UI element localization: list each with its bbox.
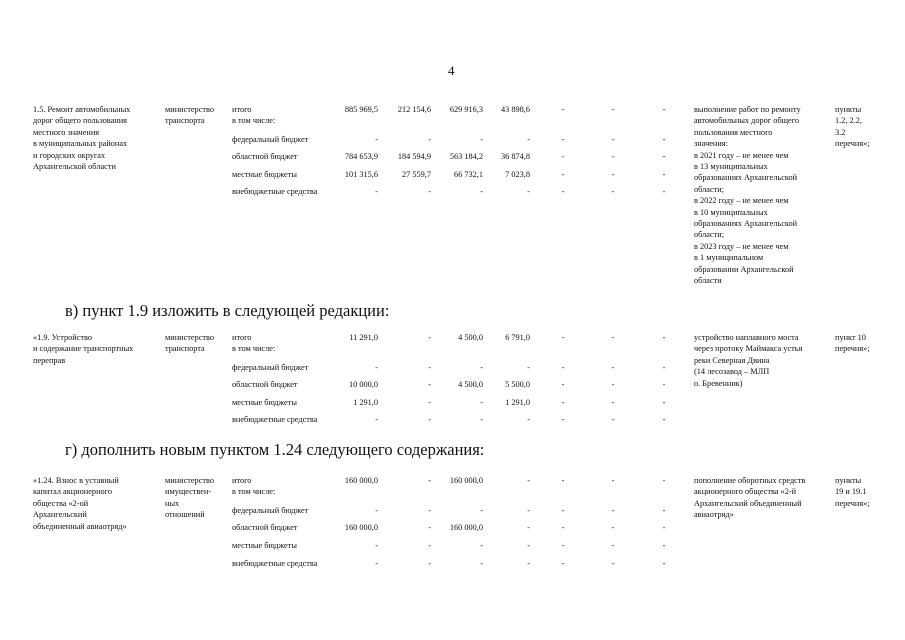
reference-line: перечня»; xyxy=(835,139,870,149)
funding-source: внебюджетные средства xyxy=(232,559,318,568)
funding-value: - xyxy=(428,506,431,515)
funding-value: - xyxy=(611,541,615,550)
funding-value: 4 500,0 xyxy=(458,333,483,342)
funding-value: - xyxy=(375,559,378,568)
funding-source: внебюджетные средства xyxy=(232,415,318,424)
funding-value: - xyxy=(527,476,530,485)
funding-value: - xyxy=(611,380,615,389)
funding-value: - xyxy=(561,398,565,407)
funding-value: - xyxy=(480,415,483,424)
result-line: (14 лесозавод – МЛП xyxy=(694,367,770,377)
funding-value: 184 594,9 xyxy=(397,152,431,161)
funding-value: - xyxy=(662,398,666,407)
executor-line: министерство xyxy=(165,476,215,485)
funding-value: 1 291,0 xyxy=(353,398,378,407)
funding-value: - xyxy=(611,476,615,485)
funding-value: - xyxy=(375,415,378,424)
funding-value: 101 315,6 xyxy=(344,170,378,179)
result-line: пользования местного xyxy=(694,127,773,137)
funding-value: - xyxy=(428,363,431,372)
funding-value: - xyxy=(480,559,483,568)
funding-value: - xyxy=(611,506,615,515)
funding-value: - xyxy=(662,559,666,568)
result-line: в 1 муниципальном xyxy=(694,253,764,263)
funding-value: - xyxy=(611,363,615,372)
result-line: области; xyxy=(694,230,725,240)
reference-line: 1.2, 2.2, xyxy=(835,116,862,126)
page-number: 4 xyxy=(448,63,455,78)
result-line: образовании Архангельской xyxy=(694,264,794,274)
funding-value: - xyxy=(662,135,666,144)
funding-value: - xyxy=(527,523,530,532)
funding-value: - xyxy=(375,506,378,515)
funding-value: 11 291,0 xyxy=(349,333,378,342)
funding-value: - xyxy=(428,135,431,144)
funding-value: - xyxy=(561,506,565,515)
funding-value: - xyxy=(662,187,666,196)
result-line: реки Северная Двина xyxy=(694,355,770,365)
measure-name-line: и городских округах xyxy=(33,150,106,160)
funding-value: 784 653,9 xyxy=(344,152,378,161)
funding-source: местные бюджеты xyxy=(232,398,297,407)
result-line: в 10 муниципальных xyxy=(694,207,768,217)
funding-value: - xyxy=(611,523,615,532)
funding-value: 212 154,6 xyxy=(397,105,431,114)
reference-line: 3.2 xyxy=(835,127,846,137)
funding-value: 5 500,0 xyxy=(505,380,530,389)
result-line: в 2022 году – не менее чем xyxy=(694,196,789,206)
funding-value: - xyxy=(527,363,530,372)
funding-value: 6 791,0 xyxy=(505,333,530,342)
executor-line: министерство xyxy=(165,333,215,342)
funding-value: - xyxy=(480,506,483,515)
funding-source: федеральный бюджет xyxy=(232,363,309,372)
result-line: в 2021 году – не менее чем xyxy=(694,150,789,160)
result-line: автомобильных дорог общего xyxy=(694,116,800,126)
funding-value: - xyxy=(480,398,483,407)
result-line: о. Бревенник) xyxy=(694,378,743,388)
funding-value: - xyxy=(375,541,378,550)
result-line: Архангельский объединенный xyxy=(694,498,802,508)
funding-value: - xyxy=(662,170,666,179)
funding-value: - xyxy=(375,363,378,372)
funding-value: - xyxy=(428,187,431,196)
funding-source: федеральный бюджет xyxy=(232,506,309,515)
funding-value: 27 559,7 xyxy=(401,170,431,179)
funding-value: - xyxy=(611,152,615,161)
funding-value: - xyxy=(561,541,565,550)
result-line: авиаотряд» xyxy=(694,510,734,520)
measure-name-line: Архангельской области xyxy=(33,162,116,171)
funding-value: - xyxy=(561,363,565,372)
funding-value: - xyxy=(561,152,565,161)
funding-value: - xyxy=(480,363,483,372)
measure-name-line: Архангельский xyxy=(33,510,87,520)
measure-name-line: местного значения xyxy=(33,127,100,137)
result-line: акционерного общества «2-й xyxy=(694,487,797,497)
executor-line: транспорта xyxy=(165,344,205,354)
funding-value: - xyxy=(428,541,431,550)
funding-value: - xyxy=(527,135,530,144)
executor-line: министерство xyxy=(165,105,215,114)
funding-source: местные бюджеты xyxy=(232,541,297,550)
funding-source: областной бюджет xyxy=(232,380,298,389)
funding-value: - xyxy=(662,333,666,342)
measure-name-line: и содержание транспортных xyxy=(33,344,134,354)
funding-value: - xyxy=(428,476,431,485)
funding-value: - xyxy=(662,363,666,372)
measure-name-line: объединенный авиаотряд» xyxy=(33,521,127,531)
result-line: в 2023 году – не менее чем xyxy=(694,241,789,251)
funding-value: 160 000,0 xyxy=(449,476,483,485)
funding-source: областной бюджет xyxy=(232,152,298,161)
measure-name-line: «1.9. Устройство xyxy=(33,333,93,342)
funding-value: 563 184,2 xyxy=(449,152,483,161)
funding-value: - xyxy=(561,476,565,485)
reference-line: перечня»; xyxy=(835,498,870,508)
funding-value: 885 969,5 xyxy=(344,105,378,114)
funding-value: - xyxy=(375,187,378,196)
funding-value: - xyxy=(662,415,666,424)
funding-value: 66 732,1 xyxy=(453,170,483,179)
funding-value: - xyxy=(561,333,565,342)
measure-name-line: общества «2-ой xyxy=(33,498,89,508)
funding-value: - xyxy=(480,135,483,144)
measure-name-line: переправ xyxy=(33,355,66,365)
funding-value: 1 291,0 xyxy=(505,398,530,407)
funding-value: - xyxy=(428,380,431,389)
funding-value: - xyxy=(375,135,378,144)
reference-line: перечня»; xyxy=(835,344,870,354)
result-line: значения: xyxy=(694,139,728,149)
funding-value: - xyxy=(662,523,666,532)
funding-value: - xyxy=(527,541,530,550)
measure-name-line: в муниципальных районах xyxy=(33,139,128,149)
reference-line: пункты xyxy=(835,105,862,114)
result-line: области xyxy=(694,276,722,285)
heading-item-g: г) дополнить новым пунктом 1.24 следующего содержания: xyxy=(65,440,485,459)
funding-value: 43 898,6 xyxy=(500,105,530,114)
funding-value: - xyxy=(527,559,530,568)
funding-source: итого xyxy=(232,333,252,342)
funding-value: - xyxy=(527,187,530,196)
funding-source: итого xyxy=(232,476,252,485)
reference-line: 19 и 19.1 xyxy=(835,487,867,497)
executor-line: имуществен- xyxy=(165,487,212,497)
funding-value: - xyxy=(611,398,615,407)
funding-source: федеральный бюджет xyxy=(232,135,309,144)
funding-value: - xyxy=(662,541,666,550)
funding-value: - xyxy=(611,187,615,196)
funding-value: 160 000,0 xyxy=(344,476,378,485)
funding-value: 160 000,0 xyxy=(449,523,483,532)
funding-value: - xyxy=(527,415,530,424)
funding-source: внебюджетные средства xyxy=(232,187,318,196)
funding-value: - xyxy=(527,506,530,515)
executor-line: транспорта xyxy=(165,116,205,126)
funding-value: - xyxy=(428,398,431,407)
measure-name-line: «1.24. Взнос в уставный xyxy=(33,476,119,485)
funding-value: - xyxy=(662,105,666,114)
reference-line: пункт 10 xyxy=(835,333,866,342)
measure-name-line: дорог общего пользования xyxy=(33,116,127,126)
funding-value: - xyxy=(611,105,615,114)
funding-value: 4 500,0 xyxy=(458,380,483,389)
funding-value: - xyxy=(611,333,615,342)
funding-value: - xyxy=(662,476,666,485)
result-line: через протоку Маймакса устья xyxy=(694,344,803,354)
funding-value: - xyxy=(480,541,483,550)
funding-value: - xyxy=(428,523,431,532)
result-line: области; xyxy=(694,184,725,194)
funding-value: - xyxy=(662,506,666,515)
funding-value: 36 874,8 xyxy=(500,152,530,161)
result-line: образованиях Архангельской xyxy=(694,219,798,228)
funding-value: - xyxy=(561,380,565,389)
funding-value: - xyxy=(561,187,565,196)
result-line: в 13 муниципальных xyxy=(694,162,768,171)
funding-value: - xyxy=(611,415,615,424)
funding-source: в том числе: xyxy=(232,344,276,354)
funding-value: - xyxy=(428,559,431,568)
funding-value: 10 000,0 xyxy=(348,380,378,389)
result-line: выполнение работ по ремонту xyxy=(694,105,801,114)
executor-line: ных xyxy=(165,498,180,508)
funding-value: - xyxy=(428,415,431,424)
heading-item-v: в) пункт 1.9 изложить в следующей редакции: xyxy=(65,301,390,320)
funding-value: - xyxy=(662,152,666,161)
funding-value: - xyxy=(611,135,615,144)
executor-line: отношений xyxy=(165,510,205,520)
funding-value: - xyxy=(480,187,483,196)
funding-value: - xyxy=(611,559,615,568)
funding-value: - xyxy=(561,135,565,144)
funding-value: - xyxy=(428,333,431,342)
funding-value: - xyxy=(561,415,565,424)
result-line: устройство наплавного моста xyxy=(694,333,799,342)
result-line: пополнение оборотных средств xyxy=(694,476,806,485)
funding-value: - xyxy=(561,559,565,568)
funding-source: областной бюджет xyxy=(232,523,298,532)
funding-value: - xyxy=(611,170,615,179)
funding-source: в том числе: xyxy=(232,116,276,126)
reference-line: пункты xyxy=(835,476,862,485)
funding-source: итого xyxy=(232,105,252,114)
measure-name-line: 1.5. Ремонт автомобильных xyxy=(33,105,131,114)
funding-source: в том числе: xyxy=(232,487,276,497)
funding-value: - xyxy=(561,105,565,114)
funding-value: - xyxy=(662,380,666,389)
funding-value: 160 000,0 xyxy=(344,523,378,532)
measure-name-line: капитал акционерного xyxy=(33,487,113,497)
funding-value: 7 023,8 xyxy=(505,170,530,179)
funding-source: местные бюджеты xyxy=(232,170,297,179)
funding-value: 629 916,3 xyxy=(449,105,483,114)
result-line: образованиях Архангельской xyxy=(694,173,798,183)
funding-value: - xyxy=(561,170,565,179)
funding-value: - xyxy=(561,523,565,532)
